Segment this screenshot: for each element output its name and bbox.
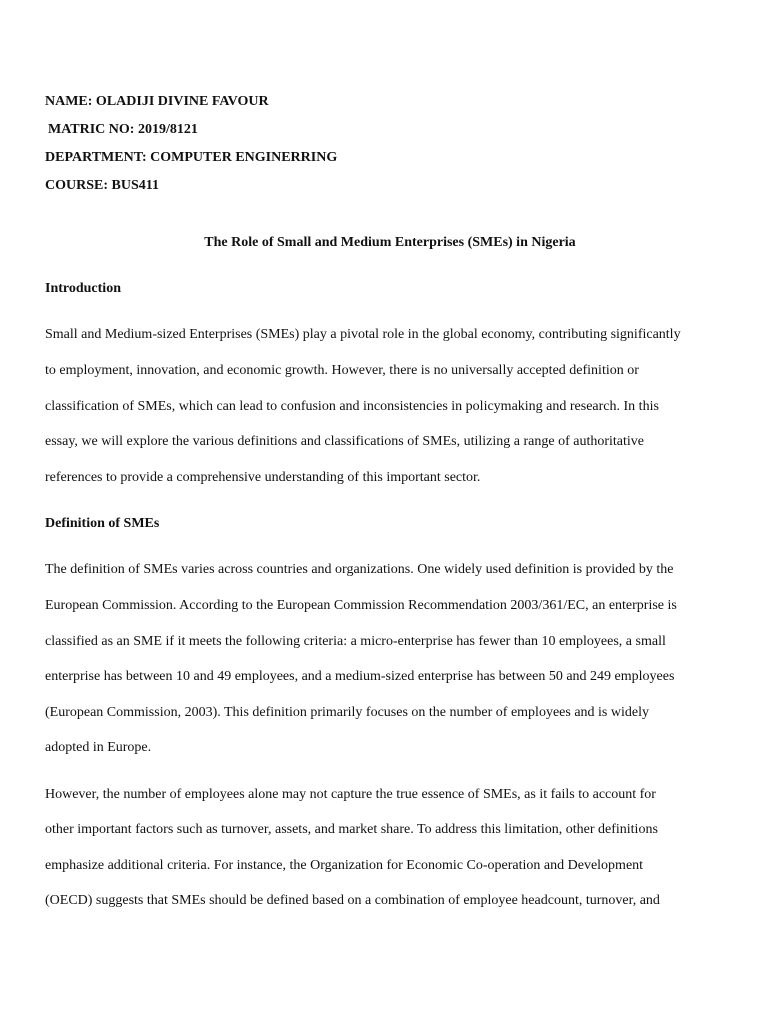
paragraph-line: essay, we will explore the various definitions and classifications of SMEs, utilizing a range of authoritative [45, 434, 644, 449]
paragraph-line: emphasize additional criteria. For instance, the Organization for Economic Co-operation and Development [45, 858, 644, 873]
student-name: NAME: OLADIJI DIVINE FAVOUR [45, 94, 269, 109]
matric-number: MATRIC NO: 2019/8121 [48, 122, 198, 137]
paragraph-line: European Commission. According to the European Commission Recommendation 2003/361/EC, an enterprise is [45, 598, 677, 613]
paragraph-line: (European Commission, 2003). This definition primarily focuses on the number of employees and is widely [45, 705, 649, 720]
paragraph-line: references to provide a comprehensive understanding of this important sector. [45, 470, 481, 485]
paragraph-line: classified as an SME if it meets the following criteria: a micro-enterprise has fewer than 10 employees, a small [45, 634, 666, 649]
document-title: The Role of Small and Medium Enterprises (SMEs) in Nigeria [204, 235, 576, 250]
paragraph-line: The definition of SMEs varies across countries and organizations. One widely used definition is provided by the [45, 562, 674, 577]
paragraph-line: However, the number of employees alone may not capture the true essence of SMEs, as it fails to account for [45, 787, 656, 802]
paragraph-line: Small and Medium-sized Enterprises (SMEs) play a pivotal role in the global economy, contributing significantly [45, 327, 681, 342]
paragraph-line: classification of SMEs, which can lead to confusion and inconsistencies in policymaking and research. In this [45, 399, 659, 414]
section-heading-definition: Definition of SMEs [45, 516, 160, 531]
paragraph-line: to employment, innovation, and economic growth. However, there is no universally accepted definition or [45, 363, 639, 378]
paragraph-line: (OECD) suggests that SMEs should be defined based on a combination of employee headcount, turnover, and [45, 893, 660, 908]
section-heading-introduction: Introduction [45, 281, 121, 296]
paragraph-line: adopted in Europe. [45, 740, 152, 755]
department: DEPARTMENT: COMPUTER ENGINERRING [45, 150, 338, 165]
paragraph-line: enterprise has between 10 and 49 employees, and a medium-sized enterprise has between 50 and 249 employees [45, 669, 675, 684]
course-code: COURSE: BUS411 [45, 178, 159, 193]
paragraph-line: other important factors such as turnover, assets, and market share. To address this limitation, other definitions [45, 822, 658, 837]
